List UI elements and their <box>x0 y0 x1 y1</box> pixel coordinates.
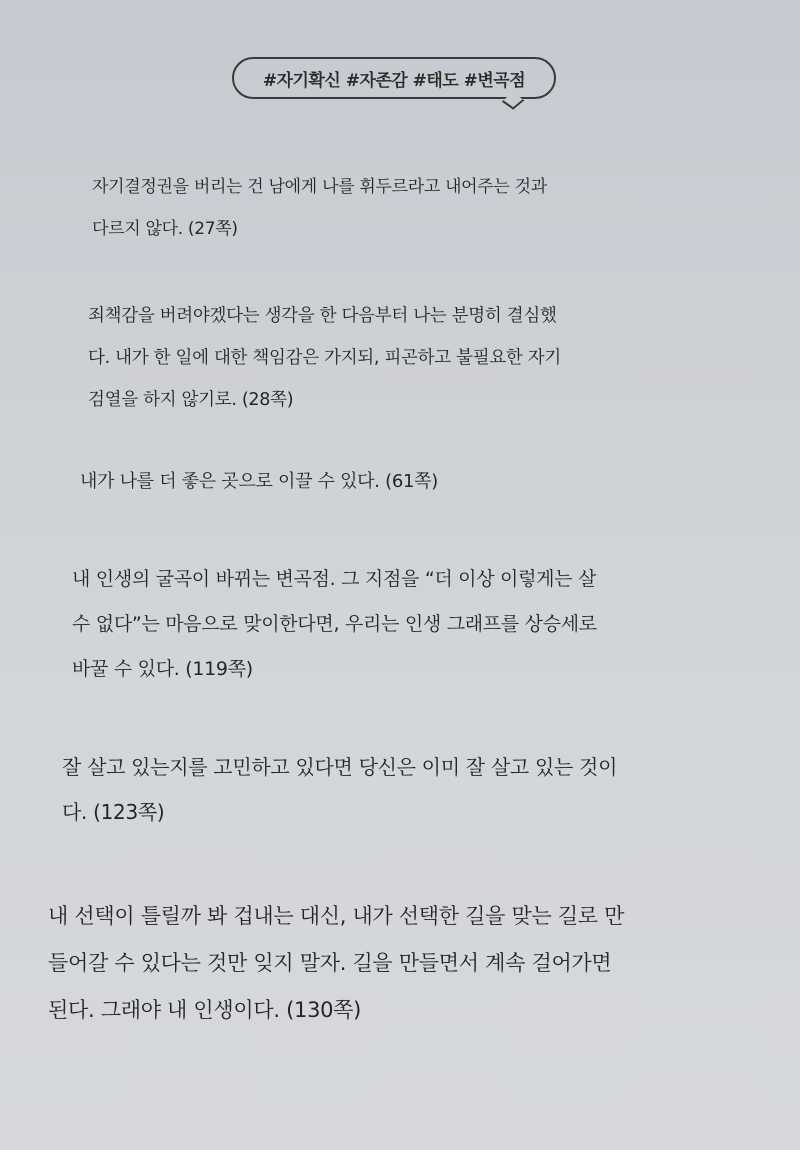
quote-line: 바꿀 수 있다. (119쪽) <box>72 658 253 680</box>
quote-line: 내 선택이 틀릴까 봐 겁내는 대신, 내가 선택한 길을 맞는 길로 만 <box>48 904 625 928</box>
speech-bubble-tail <box>502 92 525 109</box>
quote-line: 다. (123쪽) <box>62 800 165 824</box>
quote-paragraph <box>72 557 597 692</box>
quote-line: 잘 살고 있는지를 고민하고 있다면 당신은 이미 잘 살고 있는 것이 <box>62 755 618 779</box>
quote-paragraph <box>62 745 617 835</box>
quote-line: 자기결정권을 버리는 건 남에게 나를 휘두르라고 내어주는 것과 <box>92 177 547 197</box>
quote-paragraph <box>88 295 561 421</box>
quote-paragraph <box>80 461 438 503</box>
hashtag-text: #자기확신 #자존감 #태도 #변곡점 <box>262 70 526 91</box>
quote-paragraph <box>92 166 547 250</box>
quote-line: 수 없다”는 마음으로 맞이한다면, 우리는 인생 그래프를 상승세로 <box>72 613 597 635</box>
quote-line: 다르지 않다. (27쪽) <box>92 219 238 239</box>
quote-line: 들어갈 수 있다는 것만 잊지 말자. 길을 만들면서 계속 걸어가면 <box>48 951 612 975</box>
quote-line: 죄책감을 버려야겠다는 생각을 한 다음부터 나는 분명히 결심했 <box>88 306 557 326</box>
quote-line: 내가 나를 더 좋은 곳으로 이끌 수 있다. (61쪽) <box>80 471 438 492</box>
hashtag-speech-bubble <box>232 57 556 99</box>
quote-line: 된다. 그래야 내 인생이다. (130쪽) <box>48 998 362 1022</box>
quote-line: 검열을 하지 않기로. (28쪽) <box>88 390 294 410</box>
quote-paragraph <box>48 893 624 1034</box>
quote-line: 내 인생의 굴곡이 바뀌는 변곡점. 그 지점을 “더 이상 이렇게는 살 <box>72 568 597 590</box>
quote-line: 다. 내가 한 일에 대한 책임감은 가지되, 피곤하고 불필요한 자기 <box>88 348 562 368</box>
